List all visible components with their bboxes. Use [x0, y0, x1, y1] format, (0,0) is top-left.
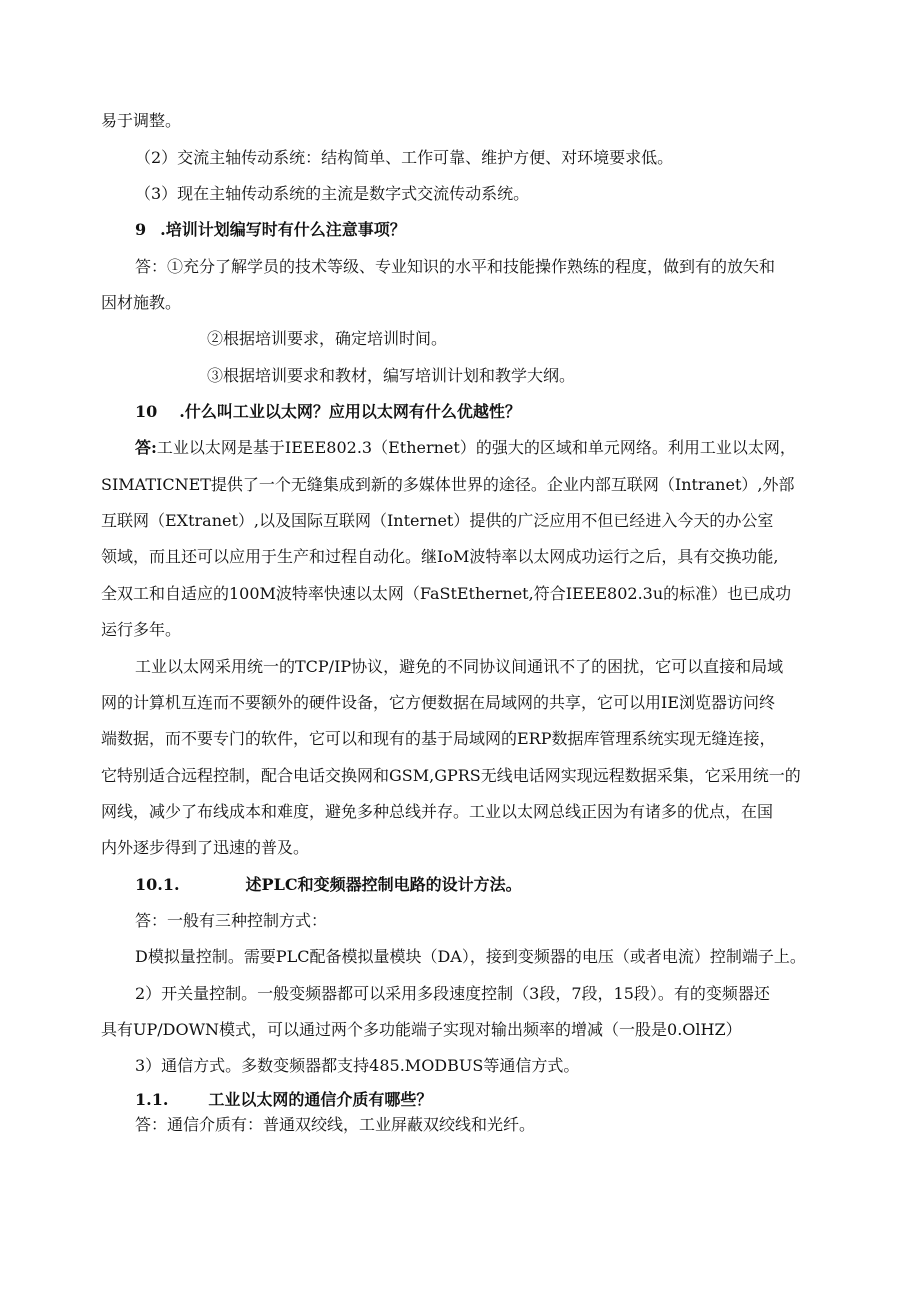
answer-10-1-intro: 答：一般有三种控制方式： — [135, 911, 328, 930]
answer-10-paragraph-line: 端数据，而不要专门的软件，它可以和现有的基于局域网的ERP数据库管理系统实现无缝连接， — [101, 729, 776, 748]
answer-10-paragraph-line: 它特别适合远程控制，配合电话交换网和GSM,GPRS无线电话网实现远程数据采集，它采用统一的 — [101, 766, 801, 785]
question-number: 1.1. — [135, 1090, 169, 1109]
answer-prefix: 答: — [135, 438, 157, 457]
question-number: 10 — [135, 402, 158, 421]
answer-10-line: SIMATICNET提供了一个无缝集成到新的多媒体世界的途径。企业内部互联网（Intranet）,外部 — [101, 475, 795, 494]
question-title: .什么叫工业以太网？应用以太网有什么优越性？ — [179, 402, 521, 421]
answer-9-line: 因材施教。 — [101, 293, 182, 312]
answer-10-line: 领域，而且还可以应用于生产和过程自动化。继IoM波特率以太网成功运行之后，具有交换功能, — [101, 547, 779, 566]
answer-10-1-line: 3）通信方式。多数变频器都支持485.MODBUS等通信方式。 — [135, 1056, 580, 1075]
answer-10-line: 互联网（EXtranet）,以及国际互联网（Internet）提供的广泛应用不但已经进入今天的办公室 — [101, 511, 774, 530]
answer-10-line: 答:工业以太网是基于IEEE802.3（Ethernet）的强大的区域和单元网络。利用工业以太网， — [135, 438, 796, 457]
question-number: 10.1. — [135, 875, 180, 894]
answer-10-1-line: D模拟量控制。需要PLC配备模拟量模块（DA），接到变频器的电压（或者电流）控制端子上。 — [135, 947, 806, 966]
question-title: 工业以太网的通信介质有哪些？ — [208, 1090, 433, 1109]
answer-10-paragraph-line: 网的计算机互连而不要额外的硬件设备，它方便数据在局域网的共享，它可以用IE浏览器访问终 — [101, 693, 776, 712]
question-10-1-heading — [135, 874, 522, 896]
answer-10-1-line: 具有UP/DOWN模式，可以通过两个多功能端子实现对输出频率的增减（一股是0.OlHZ） — [101, 1020, 742, 1039]
answer-10-paragraph-line: 网线，减少了布线成本和难度，避免多种总线并存。工业以太网总线正因为有诸多的优点，在国 — [101, 802, 774, 821]
answer-10-paragraph-line: 内外逐步得到了迅速的普及。 — [101, 838, 310, 857]
paragraph-item-3: （3）现在主轴传动系统的主流是数字式交流传动系统。 — [135, 184, 530, 203]
paragraph-line: 易于调整。 — [101, 111, 182, 130]
question-title: .培训计划编写时有什么注意事项？ — [160, 220, 406, 239]
answer-9-line: 答：①充分了解学员的技术等级、专业知识的水平和技能操作熟练的程度，做到有的放矢和 — [135, 257, 776, 276]
question-10-heading — [135, 401, 521, 423]
answer-9-item: ②根据培训要求，确定培训时间。 — [207, 329, 448, 348]
answer-10-line: 运行多年。 — [101, 620, 182, 639]
paragraph-item-2: （2）交流主轴传动系统：结构简单、工作可靠、维护方便、对环境要求低。 — [135, 148, 674, 167]
answer-10-1-line: 2）开关量控制。一般变频器都可以采用多段速度控制（3段，7段，15段）。有的变频器还 — [135, 984, 770, 1003]
question-title: 述PLC和变频器控制电路的设计方法。 — [245, 875, 522, 894]
question-number: 9 — [135, 220, 147, 239]
question-9-heading — [135, 219, 406, 241]
question-1-1-heading — [135, 1089, 432, 1111]
answer-9-item: ③根据培训要求和教材，编写培训计划和教学大纲。 — [207, 366, 576, 385]
answer-10-paragraph-line: 工业以太网采用统一的TCP/IP协议，避免的不同协议间通讯不了的困扰，它可以直接和局域 — [135, 657, 784, 676]
answer-10-line: 全双工和自适应的100M波特率快速以太网（FaStEthernet,符合IEEE802.3u的标准）也已成功 — [101, 584, 792, 603]
answer-1-1-line: 答：通信介质有：普通双绞线，工业屏蔽双绞线和光纤。 — [135, 1115, 536, 1134]
